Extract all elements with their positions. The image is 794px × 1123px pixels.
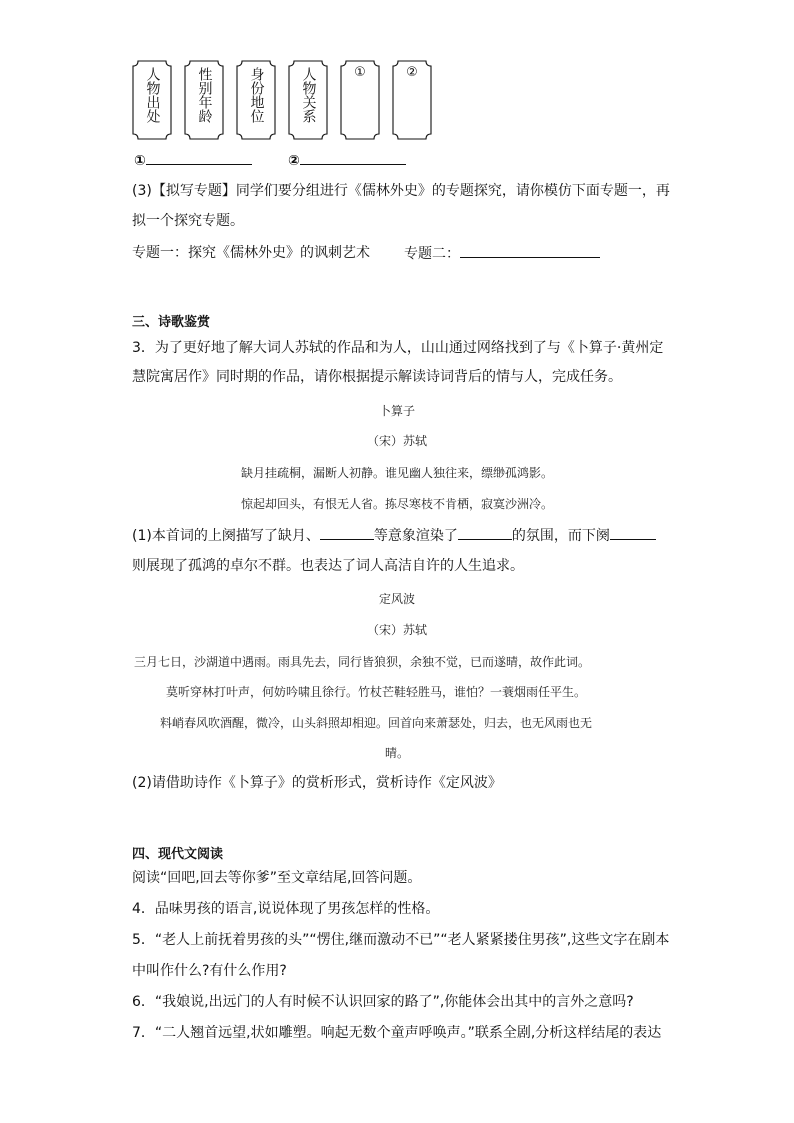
q1-line2: 则展现了孤鸿的卓尔不群。也表达了词人高洁自许的人生追求。 <box>132 558 524 574</box>
poem2-author: （宋）苏轼 <box>366 623 427 637</box>
poem1-line1: 缺月挂疏桐，漏断人初静。谁见幽人独往来，缥缈孤鸿影。 <box>240 466 553 480</box>
card-text: 身份地位 <box>248 67 265 123</box>
card-text: 人物出处 <box>144 67 161 123</box>
blank-label: ① <box>134 153 146 169</box>
q3-intro-line2: 慧院寓居作》同时期的作品，请你根据提示解读诗词背后的情与人，完成任务。 <box>132 369 622 385</box>
q3-line2: 拟一个探究专题。 <box>132 213 244 229</box>
section-heading-poetry: 三、诗歌鉴赏 <box>132 315 211 330</box>
blank-label: ② <box>288 153 300 169</box>
q5-line2: 中叫作什么?有什么作用? <box>132 963 287 979</box>
topic-1: 专题一：探究《儒林外史》的讽刺艺术 <box>132 245 370 261</box>
card-text: 人物关系 <box>300 67 317 123</box>
blank-answer-2 <box>288 150 406 171</box>
topic-2-label: 专题二： <box>404 246 460 262</box>
card-number: ① <box>354 65 366 80</box>
answer-blank[interactable] <box>610 525 656 540</box>
character-cards-row <box>132 60 442 142</box>
card-number: ② <box>406 65 418 80</box>
q1-text-b: 等意象渲染了 <box>373 528 458 544</box>
answer-blank[interactable] <box>146 150 252 165</box>
section4-intro: 阅读“回吧,回去等你爹”至文章结尾,回答问题。 <box>132 870 422 886</box>
answer-blank[interactable] <box>320 525 374 540</box>
topic-2 <box>404 243 600 264</box>
card-relationships <box>288 60 328 140</box>
q3-intro-line1: 3．为了更好地了解大词人苏轼的作品和为人，山山通过网络找到了与《卜算子·黄州定 <box>132 340 664 356</box>
q7-text: 7．“二人翘首远望,状如雕塑。响起无数个童声呼唤声。”联系全剧,分析这样结尾的表达 <box>132 1025 662 1041</box>
poem2-title: 定风波 <box>378 592 415 606</box>
poem1-title: 卜算子 <box>378 404 415 418</box>
card-identity-status <box>236 60 276 140</box>
card-gender-age <box>184 60 224 140</box>
card-blank-1 <box>340 60 380 140</box>
answer-blank[interactable] <box>300 150 406 165</box>
answer-blank[interactable] <box>460 243 600 258</box>
poem2-preface: 三月七日，沙湖道中遇雨。雨具先去，同行皆狼狈，余独不觉，已而遂晴，故作此词。 <box>134 655 591 669</box>
q1-line1 <box>132 525 656 546</box>
q1-text-c: 的氛围，而下阕 <box>511 528 610 544</box>
card-blank-2 <box>392 60 432 140</box>
q1-text-a: (1)本首词的上阕描写了缺月、 <box>132 528 320 544</box>
q2-text: (2)请借助诗作《卜算子》的赏析形式，赏析诗作《定风波》 <box>132 775 502 791</box>
poem2-line3: 晴。 <box>384 746 409 760</box>
poem1-line2: 惊起却回头，有恨无人省。拣尽寒枝不肯栖，寂寞沙洲冷。 <box>240 497 553 511</box>
card-text: 性别年龄 <box>196 67 213 123</box>
poem1-author: （宋）苏轼 <box>366 434 427 448</box>
poem2-line2: 料峭春风吹酒醒，微冷，山头斜照却相迎。回首向来萧瑟处，归去，也无风雨也无 <box>160 716 593 730</box>
q4-text: 4．品味男孩的语言,说说体现了男孩怎样的性格。 <box>132 901 440 917</box>
q3-line1: (3)【拟写专题】同学们要分组进行《儒林外史》的专题探究，请你模仿下面专题一，再 <box>132 183 670 199</box>
q6-text: 6．“我娘说,出远门的人有时候不认识回家的路了”,你能体会出其中的言外之意吗? <box>132 994 634 1010</box>
q5-line1: 5．“老人上前抚着男孩的头”“愣住,继而激动不已”“老人紧紧搂住男孩”,这些文字在剧本 <box>132 932 670 948</box>
answer-blank[interactable] <box>458 525 512 540</box>
card-character-source <box>132 60 172 140</box>
section-heading-modern-reading: 四、现代文阅读 <box>132 847 224 862</box>
poem2-line1: 莫听穿林打叶声，何妨吟啸且徐行。竹杖芒鞋轻胜马，谁怕？一蓑烟雨任平生。 <box>166 685 587 699</box>
blank-answer-1 <box>134 150 252 171</box>
